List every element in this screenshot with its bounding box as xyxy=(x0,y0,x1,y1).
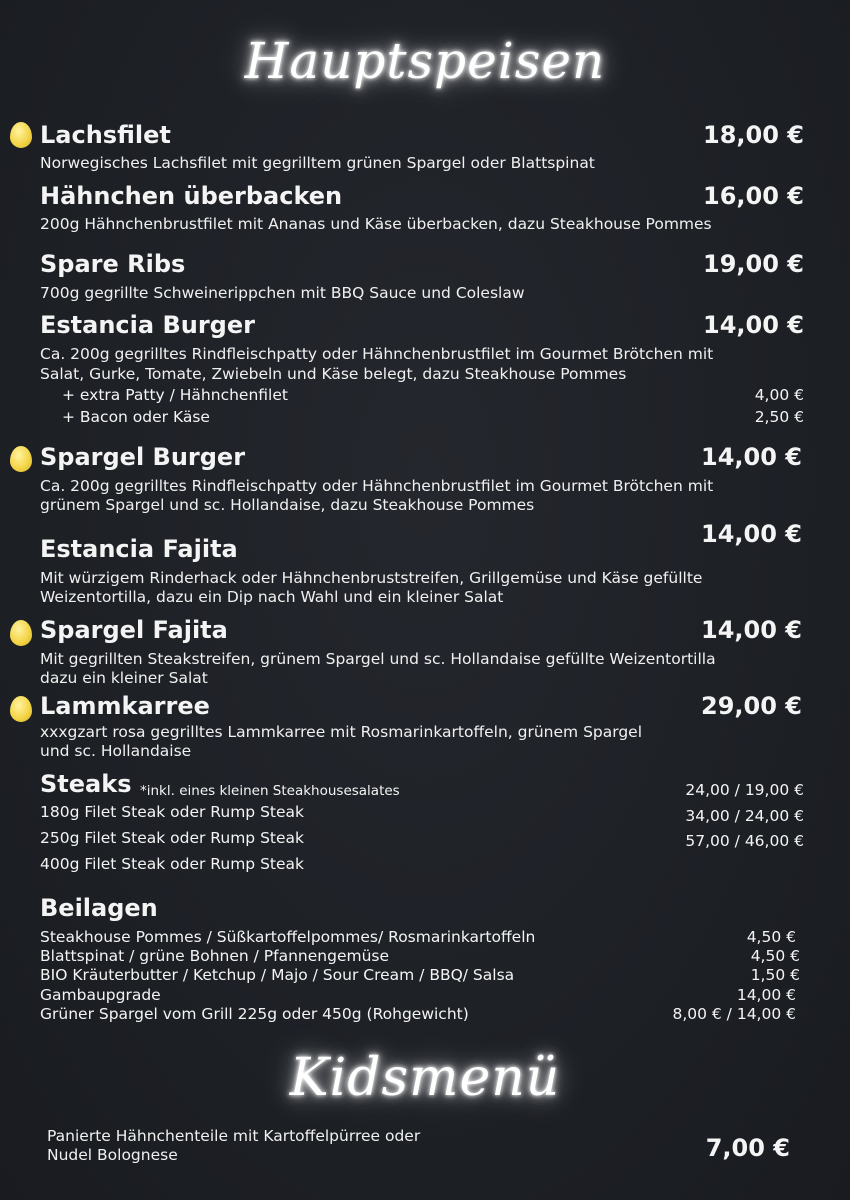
item-price-spargel-burger: 14,00 € xyxy=(701,443,802,471)
egg-icon xyxy=(10,122,32,148)
item-desc-spargel-fajita-2: dazu ein kleiner Salat xyxy=(40,669,208,687)
section-title-steaks: Steaks xyxy=(40,770,132,798)
item-name-estancia-fajita: Estancia Fajita xyxy=(40,535,238,563)
side-row-label: Blattspinat / grüne Bohnen / Pfannengemüse xyxy=(40,947,390,965)
side-row-price: 4,50 € xyxy=(746,928,796,946)
item-price-spare-ribs: 19,00 € xyxy=(703,250,804,278)
item-name-lammkarree: Lammkarree xyxy=(40,692,210,720)
item-desc-estancia-burger-1: Ca. 200g gegrilltes Rindfleischpatty oder Hähnchenbrustfilet im Gourmet Brötchen mit xyxy=(40,345,714,363)
item-desc-estancia-fajita-1: Mit würzigem Rinderhack oder Hähnchenbruststreifen, Grillgemüse und Käse gefüllte xyxy=(40,569,703,587)
extra-label: + Bacon oder Käse xyxy=(62,408,210,426)
item-desc-spargel-burger-2: grünem Spargel und sc. Hollandaise, dazu Steakhouse Pommes xyxy=(40,496,535,514)
item-price-spargel-fajita: 14,00 € xyxy=(701,616,802,644)
item-name-spargel-burger: Spargel Burger xyxy=(40,443,246,471)
steak-row-label: 400g Filet Steak oder Rump Steak xyxy=(40,855,304,873)
item-desc-spare-ribs: 700g gegrillte Schweinerippchen mit BBQ Sauce und Coleslaw xyxy=(40,284,525,302)
steak-row-price: 57,00 / 46,00 € xyxy=(685,832,804,850)
extra-price: 2,50 € xyxy=(754,408,804,426)
side-row-label: Gambaupgrade xyxy=(40,986,161,1004)
side-row-label: Grüner Spargel vom Grill 225g oder 450g (Rohgewicht) xyxy=(40,1005,469,1023)
side-row-label: BIO Kräuterbutter / Ketchup / Majo / Sour Cream / BBQ/ Salsa xyxy=(40,966,515,984)
steak-row-label: 180g Filet Steak oder Rump Steak xyxy=(40,803,304,821)
item-name-spare-ribs: Spare Ribs xyxy=(40,250,186,278)
kids-price: 7,00 € xyxy=(705,1134,790,1162)
item-desc-lammkarree-2: und sc. Hollandaise xyxy=(40,742,192,760)
item-name-lachsfilet: Lachsfilet xyxy=(40,121,171,149)
extra-label: + extra Patty / Hähnchenfilet xyxy=(62,386,288,404)
item-desc-lammkarree-1: xxxgzart rosa gegrilltes Lammkarree mit Rosmarinkartoffeln, grünem Spargel xyxy=(40,723,643,741)
side-row-price: 4,50 € xyxy=(750,947,800,965)
item-desc-spargel-fajita-1: Mit gegrillten Steakstreifen, grünem Spargel und sc. Hollandaise gefüllte Weizentortilla xyxy=(40,650,716,668)
item-price-lammkarree: 29,00 € xyxy=(701,692,802,720)
egg-icon xyxy=(10,696,32,722)
item-name-estancia-burger: Estancia Burger xyxy=(40,311,255,339)
side-row-price: 1,50 € xyxy=(750,966,800,984)
egg-icon xyxy=(10,620,32,646)
item-name-spargel-fajita: Spargel Fajita xyxy=(40,616,228,644)
item-desc-estancia-burger-2: Salat, Gurke, Tomate, Zwiebeln und Käse belegt, dazu Steakhouse Pommes xyxy=(40,365,627,383)
item-price-estancia-burger: 14,00 € xyxy=(703,311,804,339)
item-price-haehnchen: 16,00 € xyxy=(703,182,804,210)
heading-hauptspeisen: Hauptspeisen xyxy=(244,32,606,90)
item-desc-spargel-burger-1: Ca. 200g gegrilltes Rindfleischpatty oder Hähnchenbrustfilet im Gourmet Brötchen mit xyxy=(40,477,714,495)
kids-desc-2: Nudel Bolognese xyxy=(47,1146,178,1164)
item-desc-estancia-fajita-2: Weizentortilla, dazu ein Dip nach Wahl und ein kleiner Salat xyxy=(40,588,504,606)
side-row-price: 8,00 € / 14,00 € xyxy=(672,1005,796,1023)
section-title-beilagen: Beilagen xyxy=(40,894,158,922)
egg-icon xyxy=(10,446,32,472)
item-name-haehnchen: Hähnchen überbacken xyxy=(40,182,343,210)
side-row-label: Steakhouse Pommes / Süßkartoffelpommes/ Rosmarinkartoffeln xyxy=(40,928,536,946)
item-desc-haehnchen: 200g Hähnchenbrustfilet mit Ananas und Käse überbacken, dazu Steakhouse Pommes xyxy=(40,215,712,233)
heading-kidsmenu: Kidsmenü xyxy=(289,1048,561,1108)
item-price-estancia-fajita: 14,00 € xyxy=(701,520,802,548)
item-desc-lachsfilet: Norwegisches Lachsfilet mit gegrilltem grünen Spargel oder Blattspinat xyxy=(40,154,595,172)
side-row-price: 14,00 € xyxy=(736,986,796,1004)
steak-row-label: 250g Filet Steak oder Rump Steak xyxy=(40,829,304,847)
item-price-lachsfilet: 18,00 € xyxy=(703,121,804,149)
kids-desc-1: Panierte Hähnchenteile mit Kartoffelpürree oder xyxy=(47,1127,421,1145)
steak-row-price: 34,00 / 24,00 € xyxy=(685,807,804,825)
steaks-note: *inkl. eines kleinen Steakhousesalates xyxy=(140,783,400,799)
steak-row-price: 24,00 / 19,00 € xyxy=(685,781,804,799)
extra-price: 4,00 € xyxy=(754,386,804,404)
